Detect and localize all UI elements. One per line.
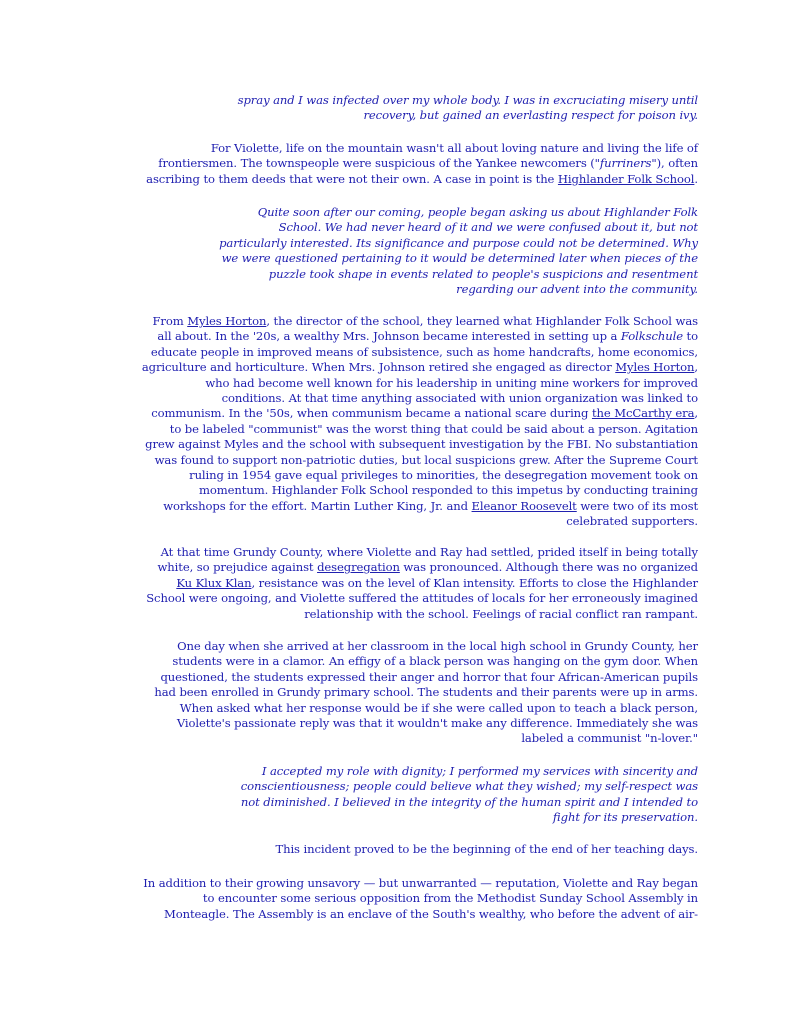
text-line: puzzle took shape in events related to people's suspicions and resentment	[268, 266, 698, 281]
body-paragraph-2	[146, 141, 698, 187]
text-line: Quite soon after our coming, people began asking us about Highlander Folk	[257, 205, 698, 219]
text-line: Ku Klux Klan, resistance was on the level of Klan intensity. Efforts to close the Highlander	[176, 575, 698, 590]
text-line: From Myles Horton, the director of the school, they learned what Highlander Folk School was	[152, 314, 698, 328]
body-paragraph-5	[146, 545, 698, 622]
text-line: In addition to their growing unsavory — but unwarranted — reputation, Violette and Ray began	[143, 876, 698, 890]
text-line: to encounter some serious opposition from the Methodist Sunday School Assembly in	[202, 891, 698, 906]
text-line: had been enrolled in Grundy primary school. The students and their parents were up in arms.	[154, 685, 698, 700]
quote-paragraph-3	[219, 205, 698, 297]
text-line: communism. In the '50s, when communism became a national scare during the McCarthy era,	[151, 406, 698, 421]
body-paragraph-6	[154, 639, 698, 747]
text-line: fight for its preservation.	[552, 810, 698, 825]
text-line: students were in a clamor. An effigy of a black person was hanging on the gym door. When	[172, 654, 698, 669]
text-line: relationship with the school. Feelings of racial conflict ran rampant.	[304, 606, 698, 621]
text-line: spray and I was infected over my whole body. I was in excruciating misery until	[237, 93, 698, 107]
text-line: regarding our advent into the community.	[456, 282, 698, 297]
text-line: labeled a communist "n-lover."	[521, 731, 698, 746]
text-line: This incident proved to be the beginning of the end of her teaching days.	[275, 842, 698, 856]
text-line: One day when she arrived at her classroom in the local high school in Grundy County, her	[177, 639, 698, 653]
text-line: ascribing to them deeds that were not their own. A case in point is the Highlander Folk School.	[146, 171, 698, 186]
text-line: workshops for the effort. Martin Luther King, Jr. and Eleanor Roosevelt were two of its most	[163, 498, 698, 513]
text-line: celebrated supporters.	[566, 514, 698, 529]
text-line: we were questioned pertaining to it would be determined later when pieces of the	[221, 251, 698, 266]
text-line: particularly interested. Its significance and purpose could not be determined. Why	[219, 235, 698, 250]
quote-paragraph-1	[238, 93, 698, 124]
text-line: frontiersmen. The townspeople were suspicious of the Yankee newcomers ("furriners"), often	[158, 156, 698, 171]
text-line: conscientiousness; people could believe what they wished; my self-respect was	[240, 779, 698, 794]
text-line: all about. In the '20s, a wealthy Mrs. Johnson became interested in setting up a Folkschule to	[157, 329, 698, 344]
body-paragraph-4	[142, 314, 698, 530]
text-line: was found to support non-patriotic duties, but local suspicions grew. After the Supreme Court	[154, 452, 698, 467]
text-line: When asked what her response would be if she were called upon to teach a black person,	[179, 700, 698, 715]
text-line: School. We had never heard of it and we were confused about it, but not	[278, 220, 698, 235]
quote-paragraph-7	[241, 764, 698, 826]
text-line: agriculture and horticulture. When Mrs. Johnson retired she engaged as director Myles Horton,	[141, 360, 698, 375]
text-line: Violette's passionate reply was that it wouldn't make any difference. Immediately she was	[176, 716, 698, 731]
text-line: grew against Myles and the school with subsequent investigation by the FBI. No substantiation	[145, 437, 698, 452]
text-line: recovery, but gained an everlasting respect for poison ivy.	[363, 108, 698, 123]
text-line: questioned, the students expressed their anger and horror that four African-American pupils	[160, 669, 698, 684]
text-line: ruling in 1954 gave equal privileges to minorities, the desegregation movement took on	[189, 468, 698, 483]
text-line: to be labeled "communist" was the worst thing that could be said about a person. Agitation	[169, 421, 698, 436]
body-paragraph-9	[143, 876, 698, 922]
text-line: white, so prejudice against desegregation was pronounced. Although there was no organized	[157, 560, 698, 575]
text-line: momentum. Highlander Folk School responded to this impetus by conducting training	[198, 483, 698, 498]
text-line: educate people in improved means of subsistence, such as home handcrafts, home economics,	[150, 344, 698, 359]
text-line: School were ongoing, and Violette suffered the attitudes of locals for her erroneously imagined	[146, 591, 698, 606]
body-paragraph-8	[275, 842, 698, 857]
text-line: who had become well known for his leadership in uniting mine workers for improved	[205, 375, 698, 390]
text-line: For Violette, life on the mountain wasn't all about loving nature and living the life of	[210, 141, 698, 155]
text-line: I accepted my role with dignity; I performed my services with sincerity and	[261, 764, 698, 778]
text-line: At that time Grundy County, where Violette and Ray had settled, prided itself in being totally	[160, 545, 698, 559]
text-line: conditions. At that time anything associated with union organization was linked to	[221, 391, 698, 406]
text-line: Monteagle. The Assembly is an enclave of the South's wealthy, who before the advent of air-	[163, 906, 698, 921]
text-line: not diminished. I believed in the integrity of the human spirit and I intended to	[240, 794, 698, 809]
